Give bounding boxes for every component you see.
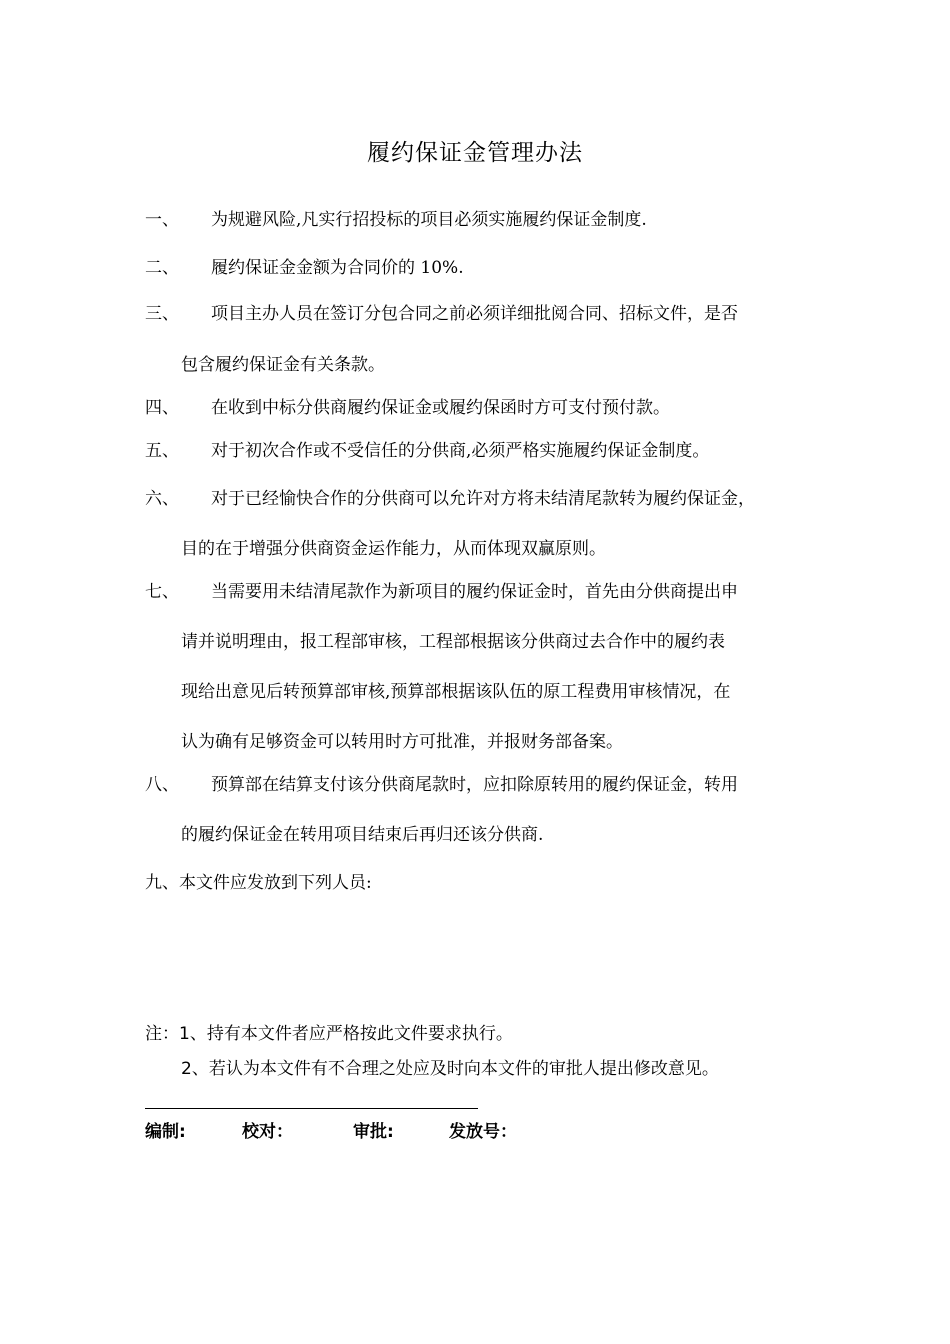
clause-number: 四、 [145,398,179,418]
clause-number: 五、 [145,441,179,461]
editor-label: 编制: [145,1122,186,1142]
note-label: 注： [145,1024,179,1044]
clause-number: 一、 [145,210,179,230]
clause-7-continuation-1: 请并说明理由，报工程部审核，工程部根据该分供商过去合作中的履约表 [181,632,725,652]
clause-text: 在收到中标分供商履约保证金或履约保函时方可支付预付款。 [211,398,670,418]
clause-6 [145,487,755,511]
clause-text: 本文件应发放到下列人员: [179,873,372,893]
clause-7 [145,580,738,604]
approver-label: 审批: [353,1122,394,1142]
clause-8-continuation: 的履约保证金在转用项目结束后再归还该分供商. [181,825,544,845]
signature-divider [145,1108,478,1109]
clause-number: 二、 [145,258,179,278]
clause-number: 九、 [145,873,179,893]
clause-text: 当需要用未结清尾款作为新项目的履约保证金时，首先由分供商提出申 [211,582,738,602]
clause-number: 六、 [145,489,179,509]
clause-7-continuation-2: 现给出意见后转预算部审核,预算部根据该队伍的原工程费用审核情况，在 [181,682,731,702]
clause-number: 八、 [145,775,179,795]
note-1 [145,1022,513,1046]
clause-text: 为规避风险,凡实行招投标的项目必须实施履约保证金制度. [211,210,647,230]
page-title: 履约保证金管理办法 [367,140,583,166]
clause-text: 对于初次合作或不受信任的分供商,必须严格实施履约保证金制度。 [211,441,710,461]
proofreader-label: 校对： [242,1122,293,1142]
clause-3-continuation: 包含履约保证金有关条款。 [181,355,385,375]
clause-number: 三、 [145,304,179,324]
clause-text: 项目主办人员在签订分包合同之前必须详细批阅合同、招标文件，是否 [211,304,738,324]
clause-7-continuation-3: 认为确有足够资金可以转用时方可批准，并报财务部备案。 [181,732,623,752]
clause-5 [145,439,709,463]
clause-text: 预算部在结算支付该分供商尾款时，应扣除原转用的履约保证金，转用 [211,775,738,795]
issue-number-label: 发放号： [449,1122,517,1142]
clause-3 [145,302,738,326]
clause-text: 对于已经愉快合作的分供商可以允许对方将未结清尾款转为履约保证金， [211,489,755,509]
clause-6-continuation: 目的在于增强分供商资金运作能力，从而体现双赢原则。 [181,539,606,559]
note-2: 2、若认为本文件有不合理之处应及时向本文件的审批人提出修改意见。 [181,1059,719,1079]
clause-4 [145,396,670,420]
clause-text: 履约保证金金额为合同价的 10%. [211,258,464,278]
clause-2 [145,256,464,280]
clause-number: 七、 [145,582,179,602]
clause-8 [145,773,738,797]
note-text: 1、持有本文件者应严格按此文件要求执行。 [179,1024,513,1044]
clause-1 [145,208,647,232]
clause-9 [145,871,372,895]
